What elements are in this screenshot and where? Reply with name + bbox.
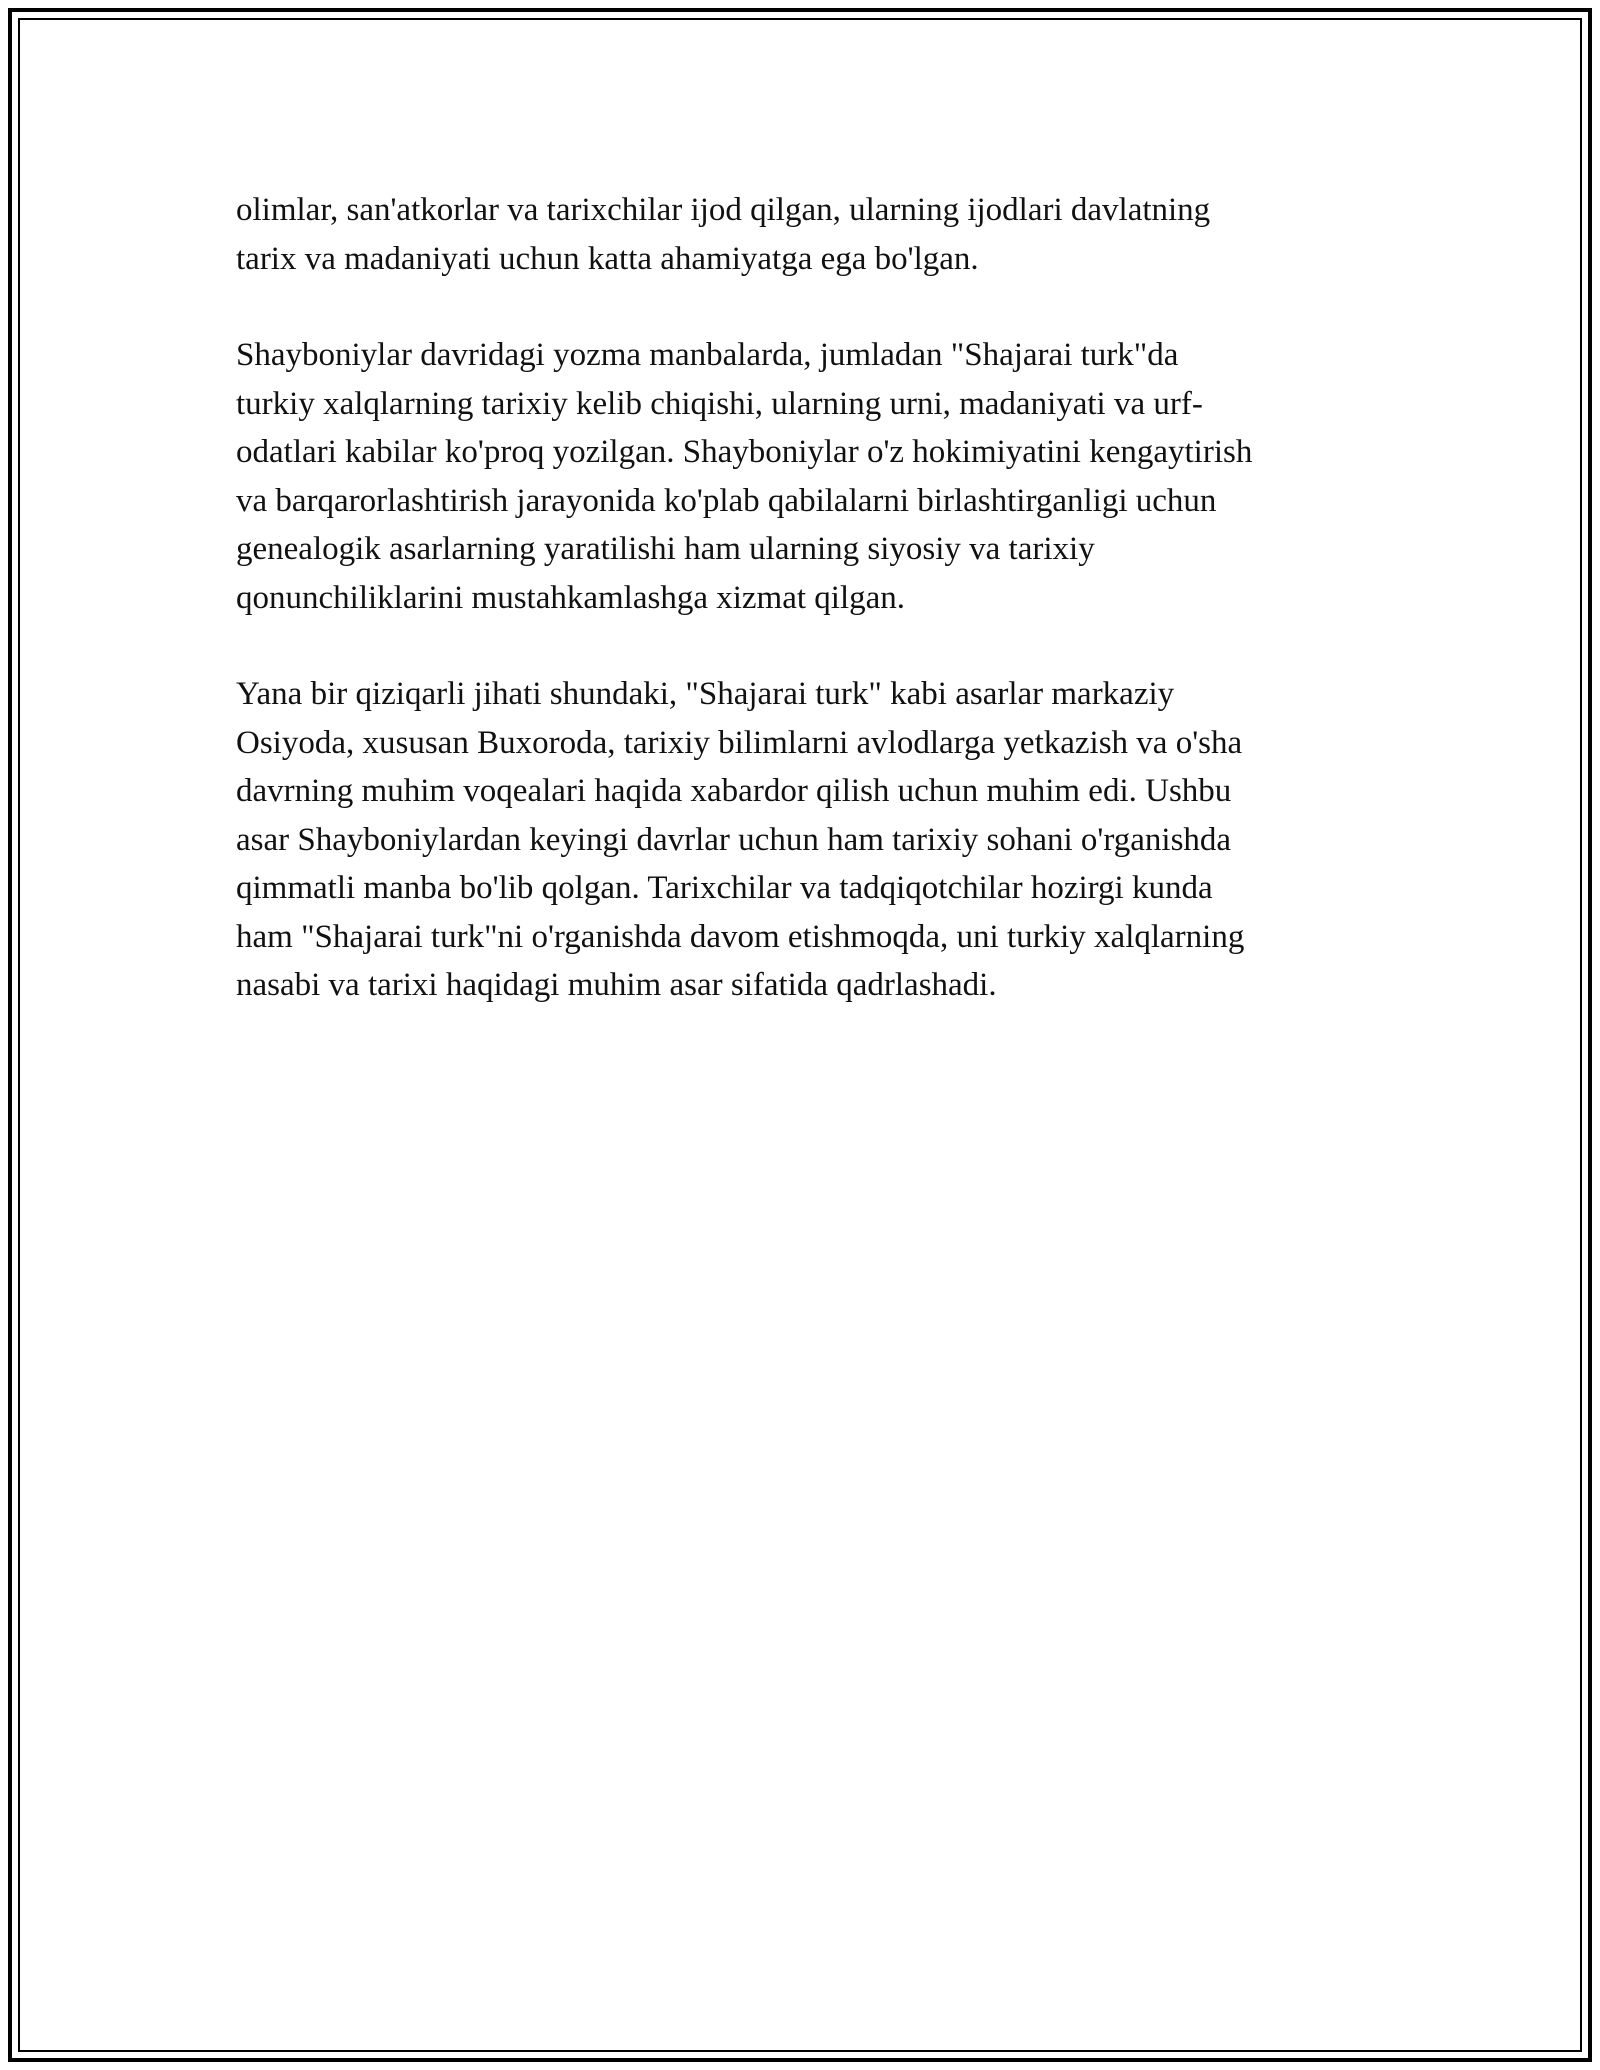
- text-line: Shayboniylar davridagi yozma manbalarda, jumladan "Shajarai turk"da: [236, 337, 1179, 373]
- paragraph-3: [236, 670, 1376, 1010]
- document-body: [236, 186, 1376, 1058]
- text-line: qimmatli manba bo'lib qolgan. Tarixchilar va tadqiqotchilar hozirgi kunda: [236, 870, 1213, 906]
- paragraph-1: [236, 186, 1376, 283]
- paragraph-2: [236, 331, 1376, 622]
- text-line: Osiyoda, xususan Buxoroda, tarixiy bilimlarni avlodlarga yetkazish va o'sha: [236, 724, 1243, 761]
- text-line: odatlari kabilar ko'proq yozilgan. Shayboniylar o'z hokimiyatini kengaytirish: [236, 434, 1253, 470]
- text-line: ham "Shajarai turk"ni o'rganishda davom etishmoqda, uni turkiy xalqlarning: [236, 918, 1245, 955]
- text-line: qonunchiliklarini mustahkamlashga xizmat qilgan.: [236, 579, 906, 616]
- text-line: davrning muhim voqealari haqida xabardor qilish uchun muhim edi. Ushbu: [236, 773, 1232, 809]
- text-line: tarix va madaniyati uchun katta ahamiyatga ega bo'lgan.: [236, 240, 979, 277]
- text-line: Yana bir qiziqarli jihati shundaki, "Shajarai turk" kabi asarlar markaziy: [236, 676, 1175, 712]
- text-line: olimlar, san'atkorlar va tarixchilar ijod qilgan, ularning ijodlari davlatning: [236, 192, 1211, 228]
- text-line: nasabi va tarixi haqidagi muhim asar sifatida qadrlashadi.: [236, 967, 997, 1003]
- text-line: turkiy xalqlarning tarixiy kelib chiqishi, ularning urni, madaniyati va urf-: [236, 385, 1203, 422]
- text-line: genealogik asarlarning yaratilishi ham ularning siyosiy va tarixiy: [236, 531, 1095, 567]
- text-line: asar Shayboniylardan keyingi davrlar uchun ham tarixiy sohani o'rganishda: [236, 821, 1232, 858]
- text-line: va barqarorlashtirish jarayonida ko'plab qabilalarni birlashtirganligi uchun: [236, 482, 1217, 519]
